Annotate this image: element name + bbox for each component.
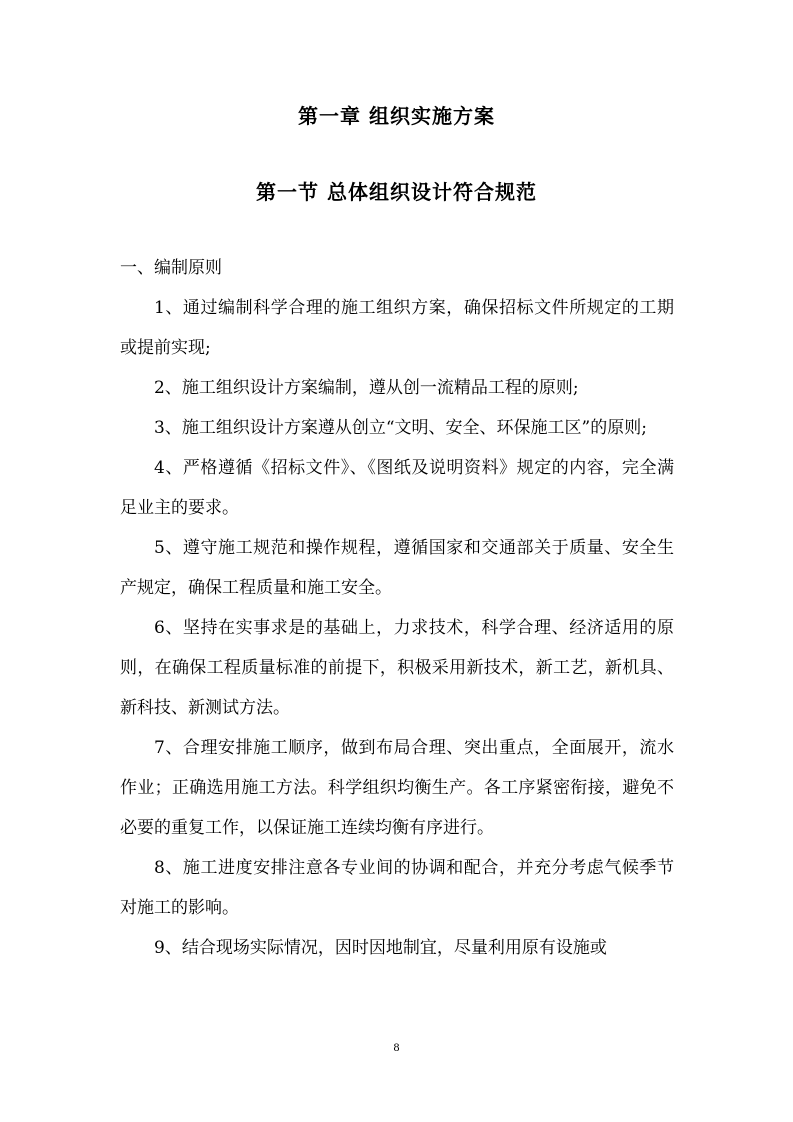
paragraph-4: 4、严格遵循《招标文件》、《图纸及说明资料》规定的内容，完全满足业主的要求。 xyxy=(120,458,674,518)
paragraph-9: 9、结合现场实际情况，因时因地制宜，尽量利用原有设施或 xyxy=(154,938,607,958)
body-text xyxy=(120,248,674,968)
subheading: 一、编制原则 xyxy=(120,258,222,278)
paragraph-8: 8、施工进度安排注意各专业间的协调和配合，并充分考虑气候季节对施工的影响。 xyxy=(120,858,674,918)
paragraph-2: 2、施工组织设计方案编制，遵从创一流精品工程的原则; xyxy=(154,378,579,398)
paragraph-5: 5、遵守施工规范和操作规程，遵循国家和交通部关于质量、安全生产规定，确保工程质量和施工安全。 xyxy=(120,538,674,598)
paragraph-7: 7、合理安排施工顺序，做到布局合理、突出重点，全面展开，流水作业；正确选用施工方法。科学组织均衡生产。各工序紧密衔接，避免不必要的重复工作，以保证施工连续均衡有序进行。 xyxy=(120,738,674,838)
page-number: 8 xyxy=(393,1040,400,1054)
chapter-title: 第一章 组织实施方案 xyxy=(298,104,495,128)
paragraph-1: 1、通过编制科学合理的施工组织方案，确保招标文件所规定的工期或提前实现; xyxy=(120,298,674,358)
paragraph-3: 3、施工组织设计方案遵从创立“文明、安全、环保施工区”的原则; xyxy=(154,418,647,438)
paragraph-6: 6、坚持在实事求是的基础上，力求技术，科学合理、经济适用的原则，在确保工程质量标准的前提下，积极采用新技术，新工艺，新机具、新科技、新测试方法。 xyxy=(120,618,674,718)
section-title: 第一节 总体组织设计符合规范 xyxy=(256,180,537,204)
